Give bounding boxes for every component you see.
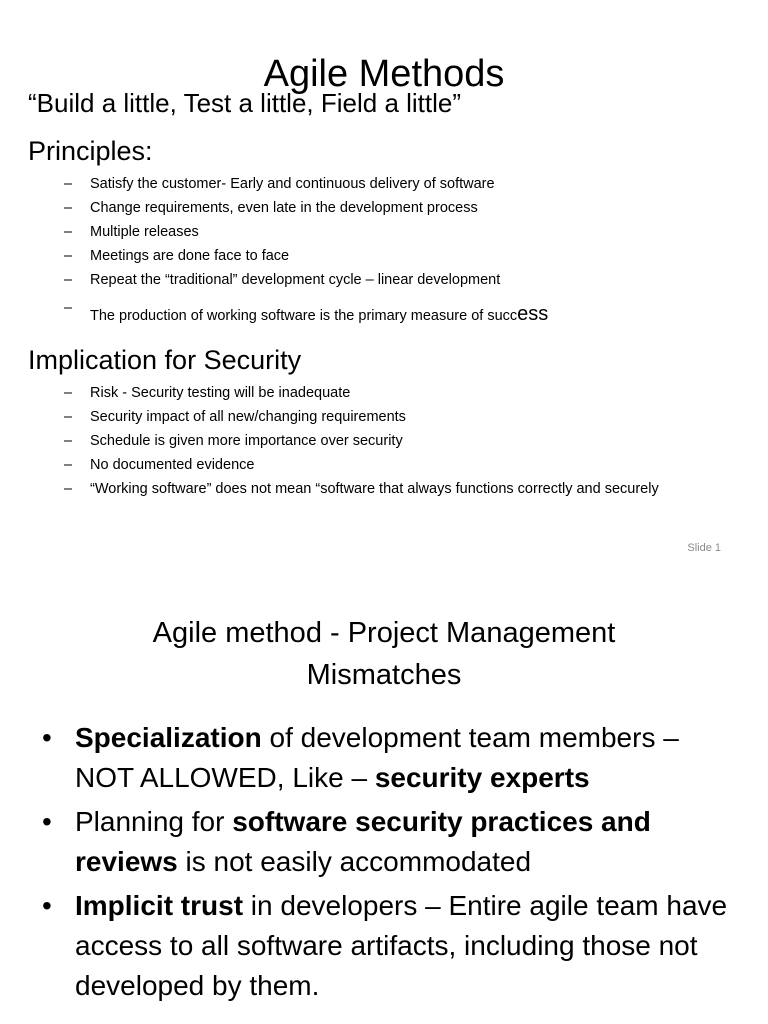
slide-number: Slide 1 — [687, 542, 721, 554]
list-item: – Risk - Security testing will be inadequate — [64, 385, 351, 401]
list-item: – No documented evidence — [64, 457, 255, 473]
slide-title: Agile method - Project Management Mismatches — [152, 617, 616, 691]
list-item: – The production of working software is the primary measure of success — [64, 300, 549, 325]
dash-icon: – — [64, 176, 73, 192]
list-item: – Security impact of all new/changing requirements — [64, 409, 406, 425]
list-item: – Satisfy the customer- Early and continuous delivery of software — [64, 176, 495, 192]
list-item: • Specialization of development team members – NOT ALLOWED, Like – security experts — [40, 718, 740, 798]
slide-2 — [0, 590, 768, 1024]
list-item: – Meetings are done face to face — [64, 248, 290, 264]
dash-icon: – — [64, 272, 73, 288]
dash-icon: – — [64, 481, 73, 497]
principles-heading: Principles: — [28, 136, 153, 166]
dash-icon: – — [64, 385, 73, 401]
list-item: – Repeat the “traditional” development cycle – linear development — [64, 272, 501, 288]
dash-icon: – — [64, 433, 73, 449]
bullet-icon: • — [42, 890, 52, 921]
list-item: • Planning for software security practices and reviews is not easily accommodated — [40, 802, 740, 882]
list-item: • Implicit trust in developers – Entire agile team have access to all software artifacts, including those not developed by them. — [40, 886, 740, 1006]
principles-list — [64, 175, 548, 329]
dash-icon: – — [64, 457, 73, 473]
list-item: – “Working software” does not mean “software that always functions correctly and securely — [64, 481, 659, 497]
bullet-icon: • — [42, 806, 52, 837]
mismatches-list — [40, 718, 740, 1010]
bullet-icon: • — [42, 722, 52, 753]
list-item: – Schedule is given more importance over security — [64, 433, 403, 449]
dash-icon: – — [64, 224, 73, 240]
list-item: – Multiple releases — [64, 224, 199, 240]
dash-icon: – — [64, 200, 73, 216]
dash-icon: – — [64, 248, 73, 264]
implication-heading: Implication for Security — [28, 345, 302, 375]
implications-list — [64, 384, 659, 504]
slide-quote: “Build a little, Test a little, Field a little” — [28, 88, 462, 118]
list-item: – Change requirements, even late in the development process — [64, 200, 478, 216]
dash-icon: – — [64, 300, 73, 316]
slide-title: Agile Methods — [263, 53, 505, 95]
dash-icon: – — [64, 409, 73, 425]
